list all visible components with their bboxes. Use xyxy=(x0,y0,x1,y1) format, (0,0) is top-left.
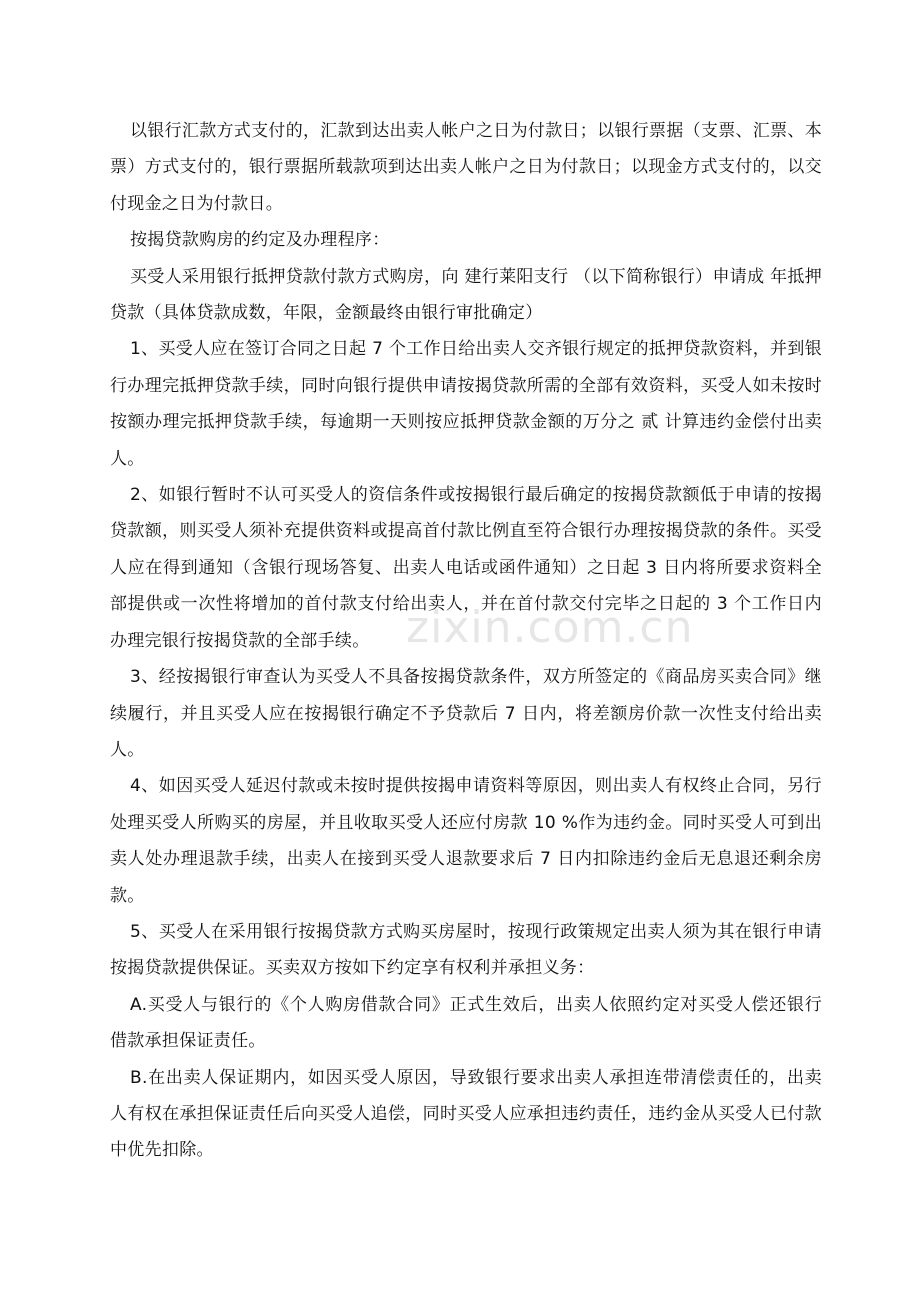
paragraph-mortgage-heading: 按揭贷款购房的约定及办理程序： xyxy=(130,230,390,251)
paragraph-clause-5: 5、买受人在采用银行按揭贷款方式购买房屋时，按现行政策规定出卖人须为其在银行申请按揭贷款提供保证。买卖双方按如下约定享有权利并承担义务： xyxy=(110,921,822,979)
paragraph-clause-a: A.买受人与银行的《个人购房借款合同》正式生效后，出卖人依照约定对买受人偿还银行借款承担保证责任。 xyxy=(110,994,822,1052)
paragraph-clause-3: 3、经按揭银行审查认为买受人不具备按揭贷款条件，双方所签定的《商品房买卖合同》继续履行，并且买受人应在按揭银行确定不予贷款后 7 日内，将差额房价款一次性支付给出卖人。 xyxy=(110,667,822,760)
paragraph-mortgage-application: 买受人采用银行抵押贷款付款方式购房，向 建行莱阳支行 （以下简称银行）申请成 年抵押贷款（具体贷款成数，年限，金额最终由银行审批确定） xyxy=(110,266,822,324)
paragraph-clause-1: 1、买受人应在签订合同之日起 7 个工作日给出卖人交齐银行规定的抵押贷款资料，并到银行办理完抵押贷款手续，同时向银行提供申请按揭贷款所需的全部有效资料，买受人如未按时按额办理完抵押贷款手续，每逾期一天则按应抵押贷款金额的万分之 贰 计算违约金偿付出卖人。 xyxy=(110,339,822,469)
watermark: zixin.com.cn xyxy=(406,602,694,653)
document-body xyxy=(110,113,822,1169)
paragraph-clause-b: B.在出卖人保证期内，如因买受人原因，导致银行要求出卖人承担连带清偿责任的，出卖人有权在承担保证责任后向买受人追偿，同时买受人应承担违约责任，违约金从买受人已付款中优先扣除。 xyxy=(110,1067,822,1161)
paragraph-clause-2: 2、如银行暂时不认可买受人的资信条件或按揭银行最后确定的按揭贷款额低于申请的按揭贷款额，则买受人须补充提供资料或提高首付款比例直至符合银行办理按揭贷款的条件。买受人应在得到通知（含银行现场答复、出卖人电话或函件通知）之日起 3 日内将所要求资料全部提供或一次性将增加的首付款支付给出卖人，并在首付款交付完毕之日起的 3 个工作日内办理完银行按揭贷款的全部手续。 xyxy=(110,485,822,651)
paragraph-clause-4: 4、如因买受人延迟付款或未按时提供按揭申请资料等原因，则出卖人有权终止合同，另行处理买受人所购买的房屋，并且收取买受人还应付房款 10 %作为违约金。同时买受人可到出卖人处办理退款手续，出卖人在接到买受人退款要求后 7 日内扣除违约金后无息退还剩余房款。 xyxy=(110,776,822,906)
paragraph-payment-date: 以银行汇款方式支付的，汇款到达出卖人帐户之日为付款日；以银行票据（支票、汇票、本票）方式支付的，银行票据所载款项到达出卖人帐户之日为付款日；以现金方式支付的，以交付现金之日为付款日。 xyxy=(110,121,822,214)
